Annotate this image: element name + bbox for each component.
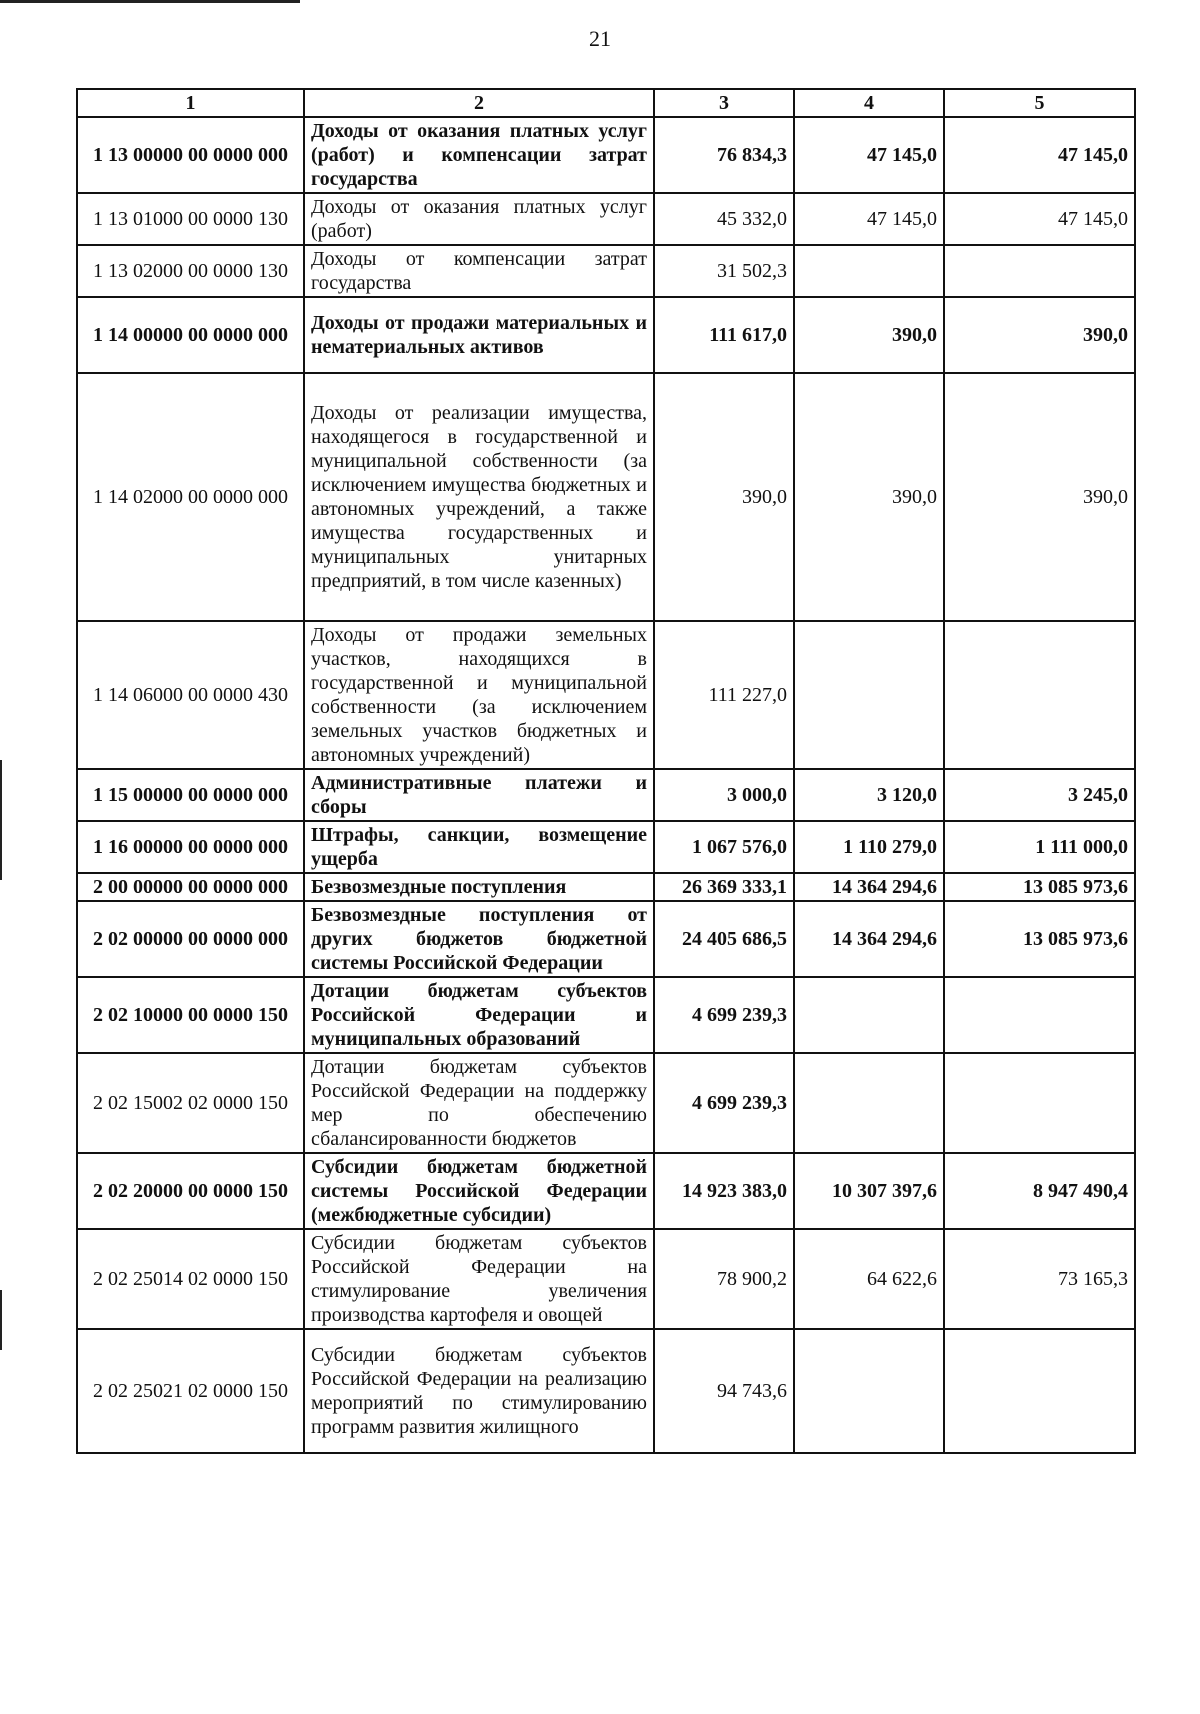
amount-col4-cell: 10 307 397,6 <box>794 1153 944 1229</box>
budget-code-cell: 2 02 25021 02 0000 150 <box>77 1329 304 1453</box>
amount-col5-cell <box>944 1329 1135 1453</box>
table-row <box>77 621 1135 769</box>
amount-col3-cell: 390,0 <box>654 373 794 621</box>
table-row <box>77 1153 1135 1229</box>
budget-code-cell: 2 02 20000 00 0000 150 <box>77 1153 304 1229</box>
amount-col4-cell <box>794 1053 944 1153</box>
amount-col5-cell: 47 145,0 <box>944 193 1135 245</box>
revenue-name-cell: Субсидии бюджетам субъектов Российской Федерации на реализацию мероприятий по стимулированию программ развития жилищного <box>304 1329 654 1453</box>
amount-col5-cell: 13 085 973,6 <box>944 873 1135 901</box>
column-header-3: 3 <box>654 89 794 117</box>
revenue-name-cell: Субсидии бюджетам субъектов Российской Федерации на стимулирование увеличения производства картофеля и овощей <box>304 1229 654 1329</box>
budget-code-cell: 1 14 02000 00 0000 000 <box>77 373 304 621</box>
amount-col3-cell: 24 405 686,5 <box>654 901 794 977</box>
table-row <box>77 245 1135 297</box>
table-row <box>77 901 1135 977</box>
budget-code-cell: 1 16 00000 00 0000 000 <box>77 821 304 873</box>
column-header-2: 2 <box>304 89 654 117</box>
amount-col4-cell: 390,0 <box>794 297 944 373</box>
budget-code-cell: 2 00 00000 00 0000 000 <box>77 873 304 901</box>
table-row <box>77 297 1135 373</box>
amount-col5-cell: 390,0 <box>944 373 1135 621</box>
amount-col4-cell <box>794 1329 944 1453</box>
amount-col5-cell <box>944 977 1135 1053</box>
amount-col4-cell: 47 145,0 <box>794 193 944 245</box>
revenue-name-cell: Дотации бюджетам субъектов Российской Федерации на поддержку мер по обеспечению сбалансированности бюджетов <box>304 1053 654 1153</box>
column-header-5: 5 <box>944 89 1135 117</box>
amount-col3-cell: 1 067 576,0 <box>654 821 794 873</box>
amount-col4-cell: 3 120,0 <box>794 769 944 821</box>
amount-col3-cell: 4 699 239,3 <box>654 977 794 1053</box>
amount-col4-cell <box>794 977 944 1053</box>
scan-artifact-left-2 <box>0 1290 2 1350</box>
amount-col4-cell: 390,0 <box>794 373 944 621</box>
amount-col3-cell: 111 227,0 <box>654 621 794 769</box>
amount-col4-cell: 47 145,0 <box>794 117 944 193</box>
revenue-name-cell: Доходы от оказания платных услуг (работ) и компенсации затрат государства <box>304 117 654 193</box>
revenue-name-cell: Доходы от компенсации затрат государства <box>304 245 654 297</box>
revenue-name-cell: Доходы от продажи материальных и нематериальных активов <box>304 297 654 373</box>
revenue-name-cell: Безвозмездные поступления <box>304 873 654 901</box>
table-row <box>77 1329 1135 1453</box>
amount-col3-cell: 31 502,3 <box>654 245 794 297</box>
budget-code-cell: 1 13 02000 00 0000 130 <box>77 245 304 297</box>
budget-code-cell: 2 02 10000 00 0000 150 <box>77 977 304 1053</box>
table-row <box>77 193 1135 245</box>
revenue-name-cell: Дотации бюджетам субъектов Российской Федерации и муниципальных образований <box>304 977 654 1053</box>
amount-col4-cell: 1 110 279,0 <box>794 821 944 873</box>
budget-code-cell: 1 15 00000 00 0000 000 <box>77 769 304 821</box>
amount-col5-cell: 73 165,3 <box>944 1229 1135 1329</box>
revenue-name-cell: Административные платежи и сборы <box>304 769 654 821</box>
table-row <box>77 769 1135 821</box>
table-body <box>77 117 1135 1453</box>
budget-code-cell: 2 02 15002 02 0000 150 <box>77 1053 304 1153</box>
amount-col3-cell: 111 617,0 <box>654 297 794 373</box>
budget-code-cell: 1 14 00000 00 0000 000 <box>77 297 304 373</box>
budget-code-cell: 2 02 00000 00 0000 000 <box>77 901 304 977</box>
column-header-1: 1 <box>77 89 304 117</box>
table-row <box>77 1229 1135 1329</box>
amount-col5-cell: 13 085 973,6 <box>944 901 1135 977</box>
budget-revenue-table <box>76 88 1136 1454</box>
table-row <box>77 1053 1135 1153</box>
amount-col5-cell <box>944 1053 1135 1153</box>
revenue-name-cell: Доходы от продажи земельных участков, находящихся в государственной и муниципальной собственности (за исключением земельных участков бюджетных и автономных учреждений) <box>304 621 654 769</box>
amount-col5-cell <box>944 245 1135 297</box>
amount-col4-cell: 14 364 294,6 <box>794 901 944 977</box>
amount-col4-cell: 14 364 294,6 <box>794 873 944 901</box>
amount-col3-cell: 45 332,0 <box>654 193 794 245</box>
amount-col3-cell: 14 923 383,0 <box>654 1153 794 1229</box>
amount-col5-cell <box>944 621 1135 769</box>
table-row <box>77 373 1135 621</box>
amount-col4-cell <box>794 245 944 297</box>
table-row <box>77 821 1135 873</box>
revenue-name-cell: Штрафы, санкции, возмещение ущерба <box>304 821 654 873</box>
table-row <box>77 873 1135 901</box>
revenue-name-cell: Безвозмездные поступления от других бюджетов бюджетной системы Российской Федерации <box>304 901 654 977</box>
amount-col4-cell <box>794 621 944 769</box>
amount-col4-cell: 64 622,6 <box>794 1229 944 1329</box>
budget-code-cell: 1 14 06000 00 0000 430 <box>77 621 304 769</box>
table-row <box>77 977 1135 1053</box>
page-number: 21 <box>589 26 611 51</box>
scan-artifact-top <box>0 0 300 3</box>
amount-col3-cell: 76 834,3 <box>654 117 794 193</box>
amount-col5-cell: 1 111 000,0 <box>944 821 1135 873</box>
budget-code-cell: 1 13 01000 00 0000 130 <box>77 193 304 245</box>
amount-col3-cell: 4 699 239,3 <box>654 1053 794 1153</box>
amount-col3-cell: 3 000,0 <box>654 769 794 821</box>
revenue-name-cell: Доходы от оказания платных услуг (работ) <box>304 193 654 245</box>
amount-col5-cell: 47 145,0 <box>944 117 1135 193</box>
amount-col5-cell: 390,0 <box>944 297 1135 373</box>
scan-artifact-left <box>0 760 2 880</box>
amount-col3-cell: 78 900,2 <box>654 1229 794 1329</box>
amount-col5-cell: 3 245,0 <box>944 769 1135 821</box>
amount-col3-cell: 94 743,6 <box>654 1329 794 1453</box>
revenue-name-cell: Субсидии бюджетам бюджетной системы Российской Федерации (межбюджетные субсидии) <box>304 1153 654 1229</box>
table-row <box>77 117 1135 193</box>
revenue-name-cell: Доходы от реализации имущества, находящегося в государственной и муниципальной собственности (за исключением имущества бюджетных и автономных учреждений, а также имущества государственных и муниципальных унитарных предприятий, в том числе казенных) <box>304 373 654 621</box>
amount-col5-cell: 8 947 490,4 <box>944 1153 1135 1229</box>
amount-col3-cell: 26 369 333,1 <box>654 873 794 901</box>
column-header-4: 4 <box>794 89 944 117</box>
budget-code-cell: 2 02 25014 02 0000 150 <box>77 1229 304 1329</box>
budget-code-cell: 1 13 00000 00 0000 000 <box>77 117 304 193</box>
table-header-row <box>77 89 1135 117</box>
